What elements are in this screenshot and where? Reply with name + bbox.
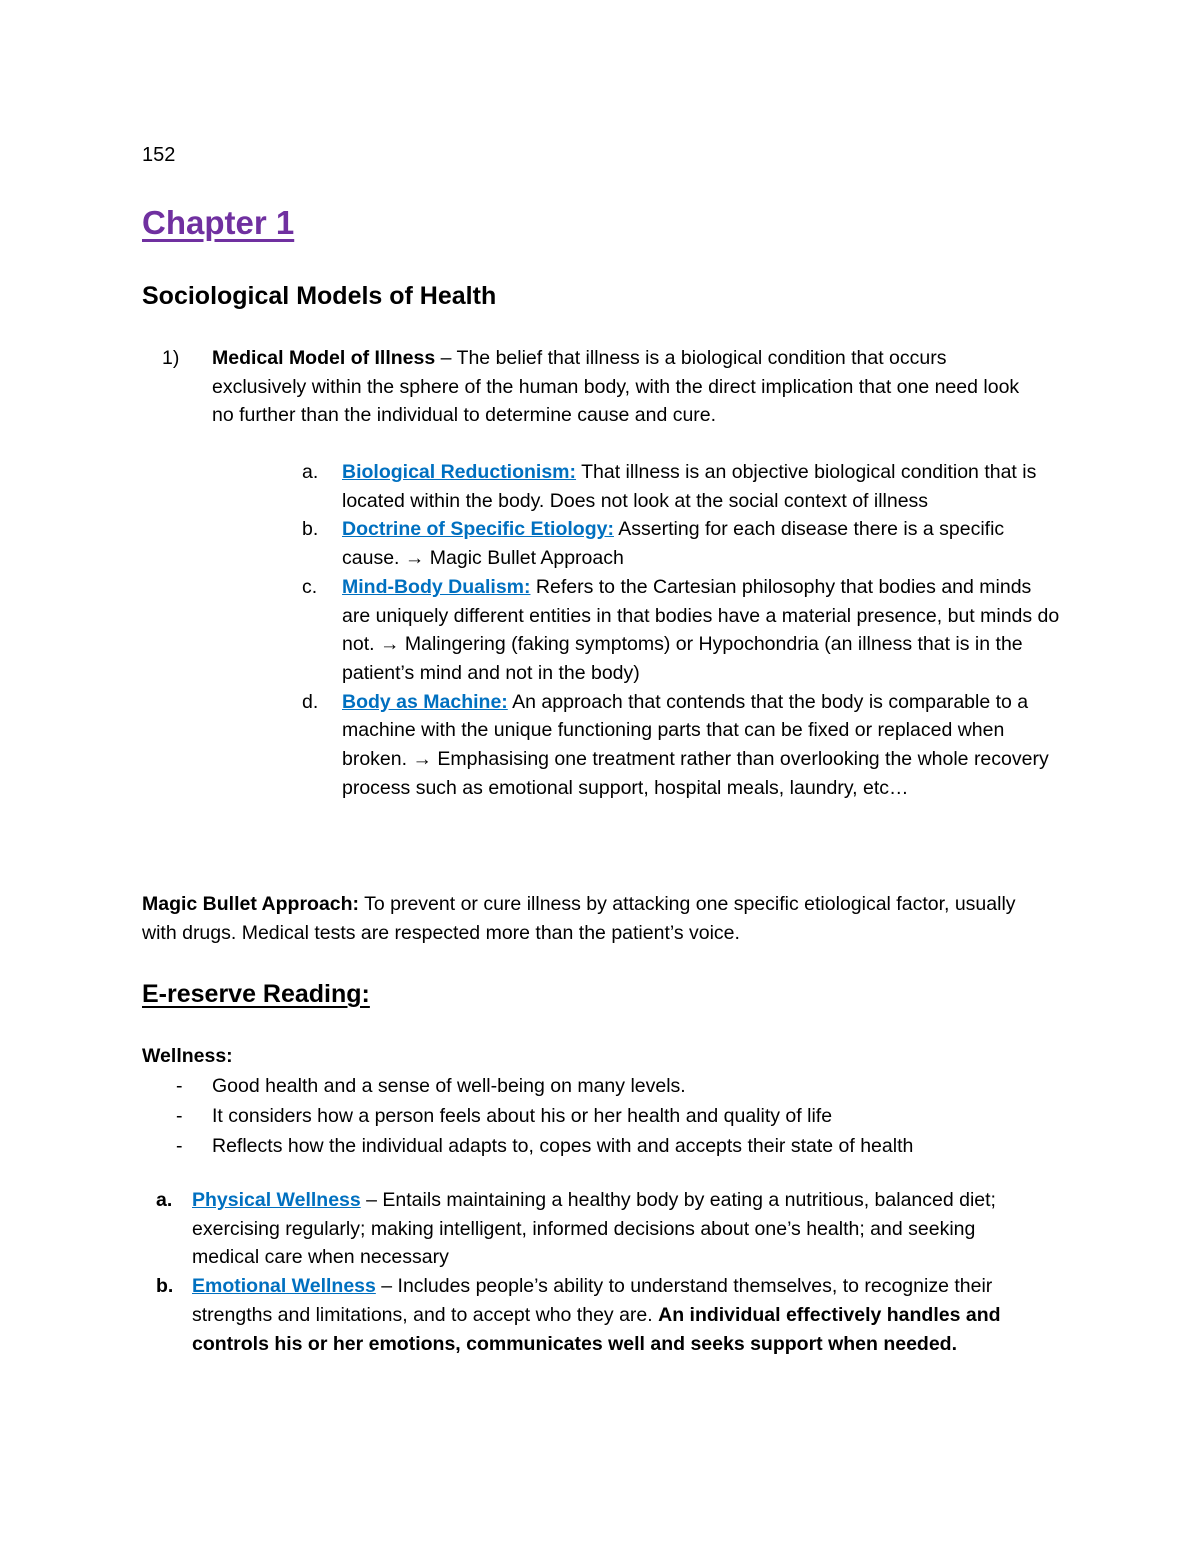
list-letter: b. — [302, 518, 319, 541]
medical-model-term: Medical Model of Illness — [212, 347, 436, 369]
medical-model-sublist — [302, 458, 1062, 802]
term-mind-body-dualism[interactable]: Mind-Body Dualism: — [342, 575, 531, 598]
list-item — [302, 688, 1062, 803]
chapter-title: Chapter 1 — [142, 204, 295, 241]
section-title: Sociological Models of Health — [142, 282, 497, 310]
page-number: 152 — [142, 144, 176, 166]
item-text: – Entails maintaining a healthy body by eating a nutritious, balanced diet; exercising regularly; making intelligent, informed decisions about one’s health; and seeking medical care when necessary — [192, 1189, 996, 1269]
list-item — [302, 573, 1062, 688]
item-text: – Includes people’s ability to understand themselves, to recognize their strengths and limitations, and to accept who they are. — [192, 1275, 993, 1326]
list-letter: b. — [156, 1275, 174, 1298]
list-item — [142, 1272, 1042, 1358]
list-item — [142, 1186, 1042, 1272]
item-text: Asserting for each disease there is a specific cause. → Magic Bullet Approach — [342, 518, 1005, 570]
wellness-label: Wellness: — [142, 1045, 233, 1067]
wellness-point-text: Good health and a sense of well-being on many levels. — [212, 1075, 686, 1097]
term-physical-wellness[interactable]: Physical Wellness — [192, 1189, 361, 1211]
wellness-point-text: Reflects how the individual adapts to, copes with and accepts their state of health — [212, 1135, 914, 1158]
dash-bullet: - — [176, 1105, 183, 1128]
term-emotional-wellness[interactable]: Emotional Wellness — [192, 1275, 376, 1298]
magic-bullet-paragraph — [142, 890, 1042, 947]
term-doctrine-specific-etiology[interactable]: Doctrine of Specific Etiology: — [342, 518, 614, 541]
magic-bullet-term: Magic Bullet Approach: — [142, 893, 360, 915]
list-item — [302, 515, 1062, 572]
list-item — [142, 1072, 1042, 1101]
term-body-as-machine[interactable]: Body as Machine: — [342, 690, 508, 713]
list-item — [302, 458, 1062, 515]
list-item — [142, 1102, 1042, 1131]
wellness-points-list — [142, 1072, 1042, 1163]
list-letter: c. — [302, 575, 318, 598]
dash-bullet: - — [176, 1135, 183, 1158]
magic-bullet-text: To prevent or cure illness by attacking one specific etiological factor, usually with drugs. Medical tests are respected more than the patient’s voice. — [142, 893, 1016, 944]
list-letter: a. — [302, 461, 319, 483]
item-text: Refers to the Cartesian philosophy that bodies and minds are uniquely different entities in that bodies have a material presence, but minds do not. → Malingering (faking symptoms) or Hypochondria (an illness that is in the patient’s mind and not in the body) — [342, 575, 1060, 684]
item-text: An approach that contends that the body is comparable to a machine with the unique functioning parts that can be fixed or replaced when broken. → Emphasising one treatment rather than overlooking the whole recovery process such as emotional support, hospital meals, laundry, etc… — [342, 690, 1049, 799]
list-marker: 1) — [162, 347, 180, 369]
medical-model-item — [142, 344, 1042, 430]
medical-model-text: – The belief that illness is a biological condition that occurs exclusively within the sphere of the human body, with the direct implication that one need look no further than the individual to determine cause and cure. — [212, 347, 1020, 427]
list-letter: d. — [302, 690, 319, 713]
list-letter: a. — [156, 1189, 173, 1211]
item-text: That illness is an objective biological condition that is located within the body. Does not look at the social context of illness — [342, 461, 1037, 512]
list-item — [142, 1132, 1042, 1161]
wellness-types-list — [142, 1186, 1042, 1358]
dash-bullet: - — [176, 1075, 183, 1097]
wellness-point-text: It considers how a person feels about his or her health and quality of life — [212, 1105, 833, 1128]
term-biological-reductionism[interactable]: Biological Reductionism: — [342, 461, 577, 483]
ereserve-heading: E-reserve Reading: — [142, 980, 370, 1008]
item-bold-text: An individual effectively handles and controls his or her emotions, communicates well and seeks support when needed. — [192, 1303, 1001, 1355]
